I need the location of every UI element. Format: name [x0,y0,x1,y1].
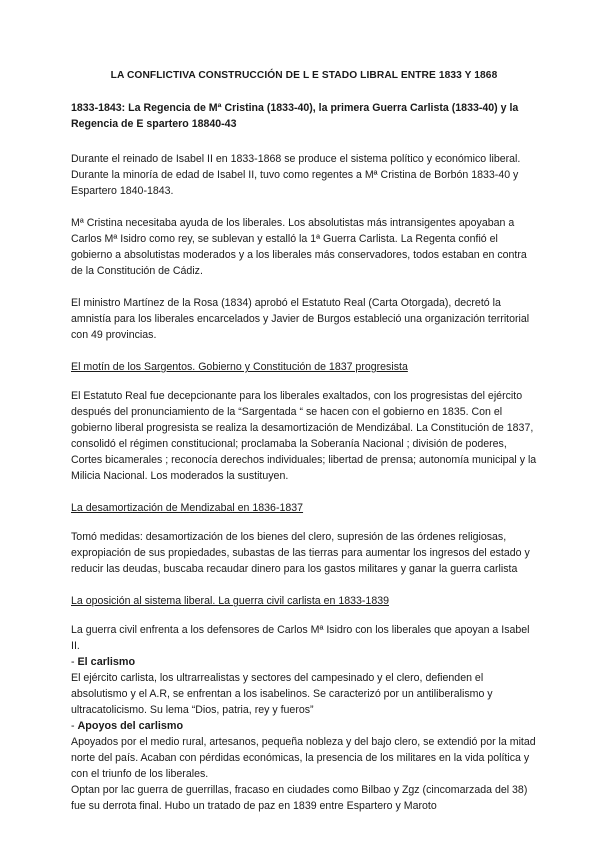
carlismo-subheading [71,654,537,670]
section-body-oposicion [71,622,537,814]
apoyos-paragraph: Apoyados por el medio rural, artesanos, pequeña nobleza y del bajo clero, se extendió por la mitad norte del país. Acaban con pérdidas económicas, la presencia de los militares en la vida política y con el triunfo de los liberales. [71,736,536,780]
document-content [71,70,537,814]
carlismo-dash: - [71,656,78,668]
carlismo-paragraph: El ejército carlista, los ultrarrealistas y sectores del campesinado y el clero, defienden el absolutismo y el A.R, se enfrentan a los isabelinos. Se caracterizó por un antiliberalismo y ultracatolicismo. Su lema “Dios, patria, rey y fueros” [71,672,493,716]
carlismo-label: El carlismo [77,656,136,668]
section-paragraph-desamortizacion: Tomó medidas: desamortización de los bienes del clero, supresión de las órdenes religiosas, expropiación de sus propiedades, subastas de las tierras para aumentar los ingresos del estado y reducir las deudas, buscaba recaudar dinero para los gastos militares y ganar la guerra carlista [71,531,530,575]
apoyos-dash: - [71,720,78,732]
document-subtitle: 1833-1843: La Regencia de Mª Cristina (1833-40), la primera Guerra Carlista (1833-40) y la Regencia de E spartero 18840-43 [71,102,519,130]
final-paragraph: Optan por lac guerra de guerrillas, fracaso en ciudades como Bilbao y Zgz (cincomarzada del 38) fue su derrota final. Hubo un tratado de paz en 1839 entre Espartero y Maroto [71,784,528,812]
section-heading-desamortizacion: La desamortización de Mendizabal en 1836-1837 [71,502,304,514]
section-paragraph-motin: El Estatuto Real fue decepcionante para los liberales exaltados, con los progresistas del ejército después del pronunciamiento de la “Sargentada “ se hacen con el gobierno en 1835. Con el gobierno liberal progresista se realiza la desamortización de Mendizábal. La Constitución de 1837, consolidó el régimen constitucional; proclamaba la Soberanía Nacional ; división de poderes, Cortes bicamerales ; reconocía derechos individuales; libertad de prensa; autonomía municipal y la Milicia Nacional. Los moderados la sustituyen. [71,390,537,482]
section-heading-motin: El motín de los Sargentos. Gobierno y Constitución de 1837 progresista [71,361,408,373]
intro-paragraph-2: Mª Cristina necesitaba ayuda de los liberales. Los absolutistas más intransigentes apoyaban a Carlos Mª Isidro como rey, se sublevan y estalló la 1ª Guerra Carlista. La Regenta confió el gobierno a absolutistas moderados y a los liberales más conservadores, todos estaban en contra de la Constitución de Cádiz. [71,217,527,277]
apoyos-subheading [71,718,537,734]
section-heading-oposicion: La oposición al sistema liberal. La guerra civil carlista en 1833-1839 [71,595,389,607]
intro-paragraph-3: El ministro Martínez de la Rosa (1834) aprobó el Estatuto Real (Carta Otorgada), decretó la amnistía para los liberales encarcelados y Javier de Burgos estableció una organización territorial con 49 provincias. [71,297,530,341]
apoyos-label: Apoyos del carlismo [77,720,184,732]
intro-paragraph-1: Durante el reinado de Isabel II en 1833-1868 se produce el sistema político y económico liberal. Durante la minoría de edad de Isabel II, tuvo como regentes a Mª Cristina de Borbón 1833-40 y Espartero 1840-1843. [71,153,521,197]
section-paragraph-oposicion: La guerra civil enfrenta a los defensores de Carlos Mª Isidro con los liberales que apoyan a Isabel II. [71,624,530,652]
document-title: LA CONFLICTIVA CONSTRUCCIÓN DE L E STADO LIBRAL ENTRE 1833 Y 1868 [110,70,498,81]
